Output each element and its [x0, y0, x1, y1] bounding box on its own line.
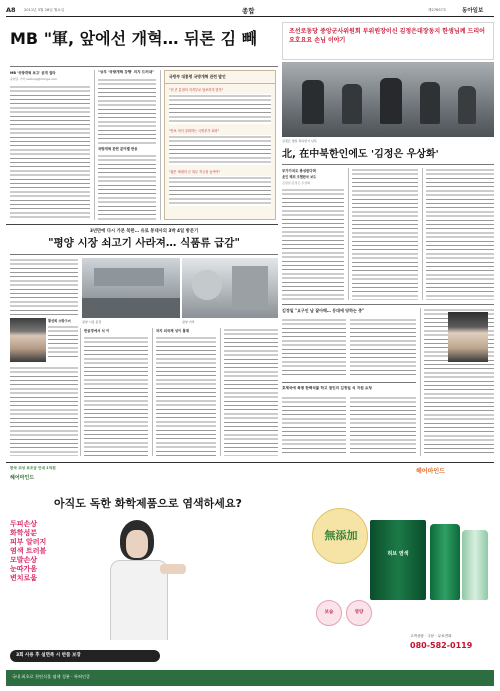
top-kicker: MB '국방개혁 보고' 공개 질타 — [10, 71, 56, 75]
ad-badge-moisture — [316, 600, 342, 626]
pyongyang-body-col1 — [10, 258, 78, 316]
ad-guarantee-text: 3회 사용 후 설면족 시 반품 보장 — [16, 653, 81, 658]
side-head-1: 김정일 "요구인 남 잘아해… 등대에 당하는 중" — [282, 308, 365, 313]
pyongyang-col-head-2: 차지 외국제 성이 통재 — [156, 329, 190, 333]
ad-side-2: 화학성분 — [10, 529, 38, 537]
nk-byline: 김정일·김정은 우상화 — [282, 181, 310, 185]
ad-small-notice: 한국 위성 보조금 안내 1억원 — [10, 466, 56, 470]
quote-1: "더 큰 분열의 지지부로 답보하지 말자" — [169, 88, 224, 92]
top-byline: 윤완준 기자 zeitung@donga.com — [10, 77, 58, 81]
ad-side-4: 염색 트러블 — [10, 547, 47, 555]
ad-badge-moisture-label: 보습 — [324, 610, 334, 615]
middle-column-subtitle: 국방개혁 관련 분야별 반응 — [98, 147, 138, 151]
middle-column-title: "상무 '국방개혁 강행' 의지 드러내" — [98, 70, 155, 74]
nk-photo — [282, 62, 494, 137]
pyongyang-col-head-1: 반공경에서 식 이 — [84, 329, 110, 333]
ad-tagline: 아직도 독한 화학제품으로 염색하세요? — [54, 497, 242, 510]
ad-side-6: 눈따가움 — [10, 565, 38, 573]
pyongyang-body-col2 — [84, 336, 148, 456]
ad-brand-logo-text: 헤어마인드 — [416, 468, 445, 475]
ad-side-7: 변치로웁 — [10, 574, 38, 582]
ad-product-box — [370, 520, 426, 600]
side-body-1a — [282, 318, 346, 378]
ad-brand-top: 헤어마인드 — [10, 475, 35, 481]
ad-badges — [316, 600, 396, 626]
nk-body-col3 — [426, 168, 494, 300]
ad-product-label: 허브 염색 — [387, 551, 409, 557]
paper-name: 동아일보 — [462, 8, 484, 14]
pyongyang-photo-right-caption: 평양 거리 — [182, 320, 195, 324]
pyongyang-photo-left-caption: 평양 시장 풍경 — [82, 320, 102, 324]
nk-body-col1 — [282, 188, 344, 300]
side-head-2: 호제국에 북평 한백석불 하고 점인의 김정일 식 지원 요청 — [282, 386, 372, 390]
side-body-2a — [282, 396, 346, 456]
issue-number: 제27657호 — [428, 8, 447, 12]
pyongyang-photo-left — [82, 258, 180, 318]
pyongyang-photo-right — [182, 258, 278, 318]
columnist-portrait — [448, 312, 488, 362]
pyongyang-body-col4 — [224, 328, 278, 456]
ad-side-3: 피부 알러지 — [10, 538, 47, 546]
side-body-2b — [350, 396, 416, 456]
article-body-col2b — [98, 154, 156, 220]
page-date: 2011년 3월 28일 월요일 — [24, 8, 65, 12]
page-number: A8 — [6, 6, 16, 14]
ad-side-1: 두피손상 — [10, 520, 38, 528]
nk-body-col2 — [352, 168, 418, 300]
ad-hotline-number[interactable]: 080-582-0119 — [410, 641, 473, 650]
nk-photo-caption: 김정은 생일 축하받기 남북 — [282, 139, 317, 143]
quote-3: "젊은 세대의 군 복무 자긍심 높여야" — [169, 170, 221, 174]
article-body-col2a — [98, 78, 156, 144]
quote-2: "안보 의식 강화하는 국방부가 되라" — [169, 129, 220, 133]
ad-side-5: 모발손상 — [10, 556, 38, 564]
pyongyang-strap: 3년만에 다시 가본 북한… 유로 봉대사의 3박 4일 방문기 — [89, 229, 199, 234]
ad-product-circle — [312, 508, 368, 564]
nk-sub-kicker-2: 北인 해외 조혈한국 보도 — [282, 175, 317, 179]
ad-product-bottle-2 — [462, 530, 488, 600]
ad-product-name-circle: 無添加 — [324, 529, 358, 542]
side-body-1b — [350, 318, 416, 378]
nk-banner-text: 조선로동당 중앙군사위원회 부위원장이신 김정은대장동지 한생님께 드리어 요호요요 손님 이야기 — [289, 28, 485, 44]
ad-badge-nutrition-label: 영양 — [354, 610, 364, 615]
nk-banner — [282, 22, 494, 60]
article-body-col1 — [10, 85, 90, 220]
ad-hotline-label: 고객상담 · 주문 · 무료전화 — [410, 634, 452, 638]
pyongyang-body-col1c — [10, 366, 78, 456]
quote-box-title: 국방부 대통령 국방개혁 관련 발언 — [165, 71, 275, 84]
ad-side-text — [10, 520, 80, 620]
ad-product-bottle — [430, 524, 460, 600]
section-name: 종합 — [242, 7, 255, 15]
ad-footer-bar — [6, 670, 494, 686]
ad-model — [90, 520, 190, 640]
interviewee-name: 황선희 소방구씨 — [48, 319, 71, 323]
nk-headline: 北, 在中북한인에도 '김정은 우상화' — [282, 149, 439, 160]
ad-badge-nutrition — [346, 600, 372, 626]
pyongyang-body-col1b — [48, 325, 78, 360]
ad-guarantee-bar — [10, 650, 160, 662]
quote-box — [164, 70, 276, 220]
nk-sub-kicker: 부가가치도 충성한다며 — [282, 169, 316, 173]
top-headline: MB "軍, 앞에선 개혁… 뒤론 김 빼 — [10, 29, 258, 48]
ad-footer-text: 국내 최초로 천연식물 염색 성분 · 특허인증 — [12, 674, 91, 679]
ad-brand-logo — [416, 466, 494, 480]
pyongyang-headline: "평양 시장 쇠고기 사라져… 식품류 급감" — [48, 237, 240, 249]
interviewee-portrait — [10, 318, 46, 362]
pyongyang-body-col3 — [156, 336, 216, 456]
